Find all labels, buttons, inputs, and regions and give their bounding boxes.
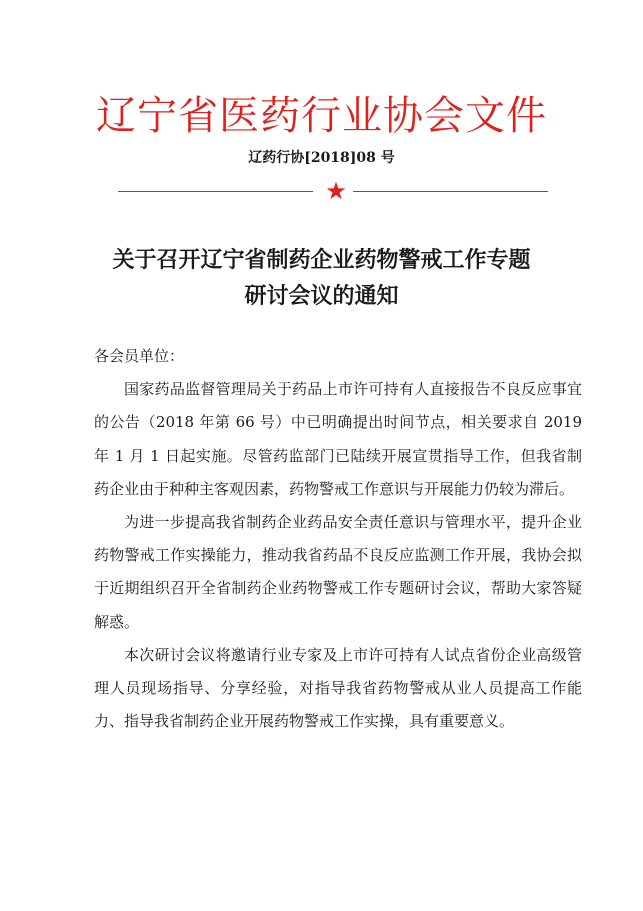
document-number: 辽药行协[2018]08 号	[248, 150, 395, 166]
paragraph-3: 本次研讨会议将邀请行业专家及上市许可持有人试点省份企业高级管理人员现场指导、分享经验，对指导我省药物警戒从业人员提高工作能力、指导我省制药企业开展药物警戒工作实操，具有重要意义。	[94, 645, 582, 731]
star-icon: ★	[325, 177, 347, 205]
salutation: 各会员单位：	[94, 347, 185, 365]
paragraph-2: 为进一步提高我省制药企业药品安全责任意识与管理水平，提升企业药物警戒工作实操能力，推动我省药品不良反应监测工作开展，我协会拟于近期组织召开全省制药企业药物警戒工作专题研讨会议，帮助大家答疑解惑。	[94, 513, 582, 631]
divider-line-left	[118, 191, 313, 192]
notice-body	[94, 340, 582, 738]
paragraph-1: 国家药品监督管理局关于药品上市许可持有人直接报告不良反应事宜的公告（2018 年第 66 号）中已明确提出时间节点，相关要求自 2019 年 1 月 1 日起实施。尽管药监部门已陆续开展宣贯指导工作，但我省制药企业由于种种主客观因素，药物警戒工作意识与开展能力仍较为滞后。	[94, 380, 582, 498]
notice-title-line-1: 关于召开辽宁省制药企业药物警戒工作专题	[112, 247, 531, 273]
notice-title-line-2: 研讨会议的通知	[244, 283, 399, 309]
divider-line-right	[353, 191, 548, 192]
header-divider	[118, 178, 548, 204]
issuer-heading: 辽宁省医药行业协会文件	[96, 93, 547, 139]
notice-title	[60, 242, 583, 314]
